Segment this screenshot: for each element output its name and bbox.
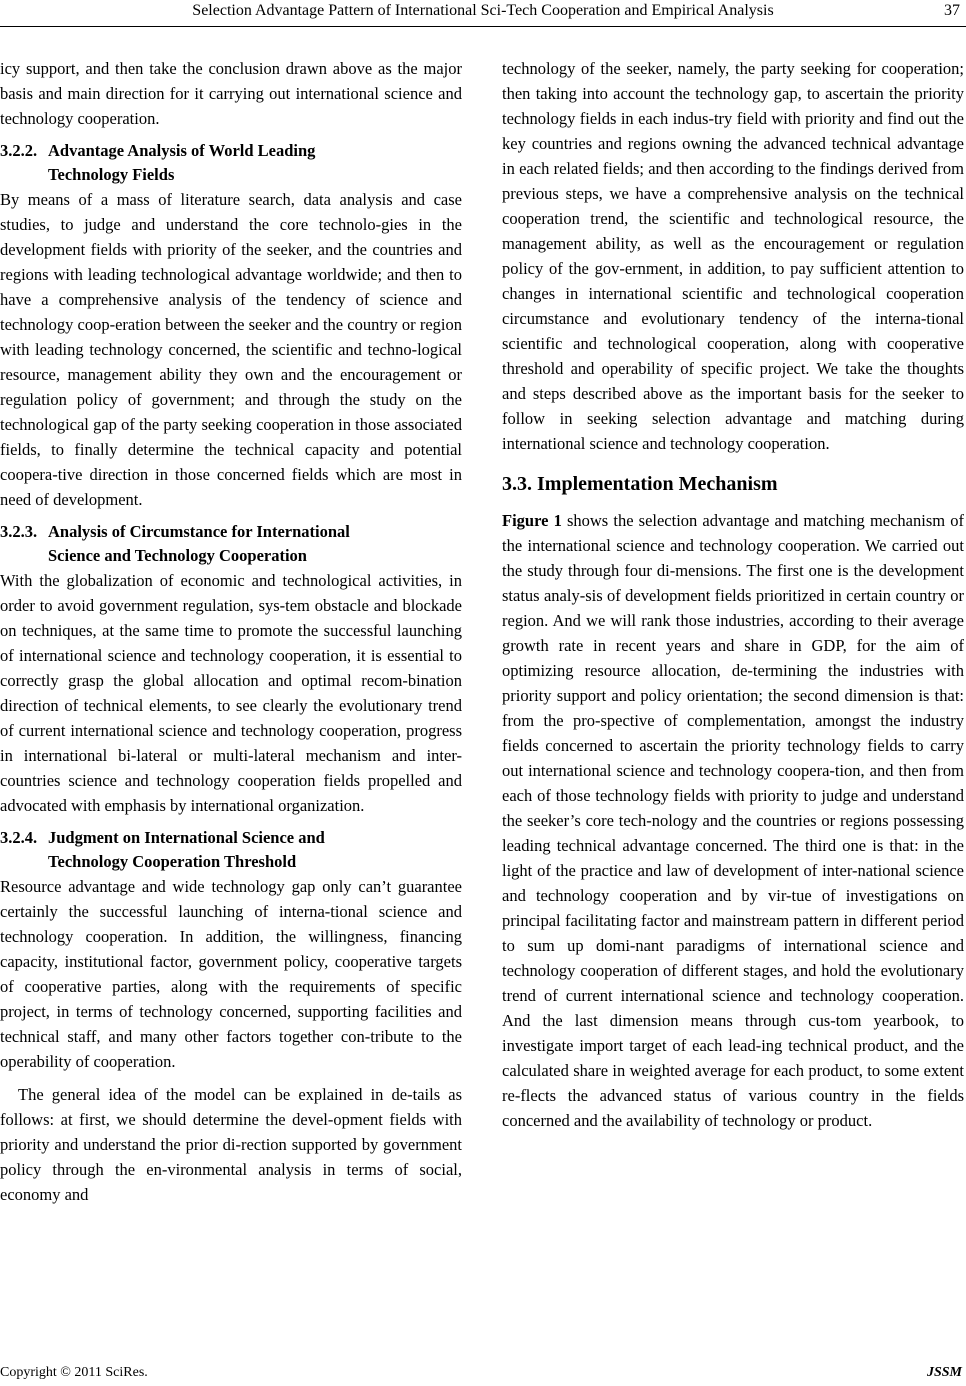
left-column [0, 56, 462, 1207]
subsection-heading-3-2-3 [0, 520, 462, 568]
journal-abbreviation: JSSM [926, 1365, 962, 1380]
header-rule [0, 26, 966, 27]
paragraph: With the globalization of economic and technological activities, in order to avoid government regulation, sys-tem obstacle and blockade on techniques, at the same time to promote the successful launching of international science and technology cooperation, it is essential to correctly grasp the global allocation and optimal recom-bination direction of technical elements, to see clearly the evolutionary trend of current international science and technology cooperation, progress in international bi-lateral or multi-lateral mechanism and inter-countries science and technology cooperation fields propelled and advocated with emphasis by international organization. [0, 571, 462, 815]
paragraph-text: shows the selection advantage and matching mechanism of the international science and technology cooperation. We carried out the study through four di-mensions. The first one is the development status analy-sis of development fields prioritized in certain country or region. And we will rank those industries, according to their average growth rate in recent years and share in GDP, for the aim of optimizing resource allocation, de-termining the industries with priority support and policy orientation; the second dimension is that: from the pro-spective of complementation, amongst the industry fields concerned to ascertain the priority technology fields to carry out international science and technology coopera-tion, and then from each of those technology fields with priority to judge and understand the seeker’s core tech-nology and the countries or regions possessing leading technical advantage concerned. The third one is that: in the light of the practice and law of development of inter-national science and technology cooperation and by vir-tue of investigations on principal facilitating factor and mainstream pattern in different period to sum up domi-nant paradigms of international science and technology cooperation of different stages, and hold the evolutionary trend of current international science and technology cooperation. And the last dimension means through cus-tom yearbook, to investigate import target of each lead-ing technical product, and the calculated share in weighted average for each product, to some extent re-flects the advanced status of various country in the fields concerned and the availability of technology or product. [502, 511, 964, 1130]
section-heading-3-3: 3.3. Implementation Mechanism [502, 473, 778, 495]
subsection-heading-3-2-4 [0, 826, 462, 874]
paragraph: technology of the seeker, namely, the party seeking for cooperation; then taking into account the technology gap, to ascertain the priority technology fields in each indus-try field with priority and find out the key countries and regions owning the advanced technical advantage in each related fields; and then according to the findings derived from previous steps, we have a comprehensive analysis on the technical cooperation trend, the scientific and technological resource, the management ability, as well as the encouragement or regulation policy of the gov-ernment, in addition, to pay sufficient attention to changes in international scientific and technological cooperation circumstance and evolutionary tendency of the interna-tional scientific and technological cooperation, along with cooperative threshold and operability of specific project. We take the thoughts and steps described above as the important basis for the seeker to follow in seeking selection advantage and matching during international science and technology cooperation. [502, 59, 964, 453]
section-title-line: Advantage Analysis of World Leading [48, 141, 316, 160]
section-number: 3.2.2. [0, 141, 38, 160]
section-number: 3.2.4. [0, 828, 38, 847]
section-title-line: Judgment on International Science and [48, 828, 325, 847]
subsection-heading-3-2-2 [0, 139, 462, 187]
page-header [0, 0, 966, 32]
paragraph [502, 508, 964, 1133]
section-title-line: Analysis of Circumstance for International [48, 522, 350, 541]
page-number: 37 [944, 2, 960, 19]
figure-reference-link[interactable]: Figure 1 [502, 511, 562, 530]
section-title-line: Technology Fields [48, 165, 175, 184]
paragraph-continued: icy support, and then take the conclusion drawn above as the major basis and main direction for it carrying out international science and technology cooperation. [0, 59, 462, 128]
section-title-line: Technology Cooperation Threshold [48, 852, 297, 871]
section-number: 3.2.3. [0, 522, 38, 541]
page-footer [0, 1363, 966, 1385]
paragraph: The general idea of the model can be explained in de-tails as follows: at first, we should determine the devel-opment fields with priority and understand the prior di-rection supported by government policy through the en-vironmental analysis in terms of social, economy and [0, 1085, 462, 1204]
right-column [502, 56, 964, 1133]
paragraph: By means of a mass of literature search, data analysis and case studies, to judge and understand the core technolo-gies in the development fields with priority of the seeker, and the countries and regions with leading technological advantage worldwide; and then to have a comprehensive analysis of the tendency of science and technology coop-eration between the seeker and the country or region with leading technology concerned, the scientific and techno-logical resource, management ability they own and the encouragement or regulation policy of government; and through the study on the technological gap of the party seeking cooperation in those associated fields, to finally determine the technical capacity and potential coopera-tive direction in those concerned fields which are most in need of development. [0, 190, 462, 509]
paragraph: Resource advantage and wide technology gap only can’t guarantee certainly the successful launching of interna-tional science and technology cooperation. In addition, the willingness, financing capacity, institutional factor, government policy, cooperative targets of cooperative parties, along with the requirements of specific project, in terms of technology concerned, supporting facilities and technical staff, and many other factors together con-tribute to the operability of cooperation. [0, 877, 462, 1071]
copyright-notice: Copyright © 2011 SciRes. [0, 1365, 148, 1380]
running-title: Selection Advantage Pattern of International Sci-Tech Cooperation and Empirical Analysis [192, 2, 774, 19]
section-title-line: Science and Technology Cooperation [48, 546, 307, 565]
